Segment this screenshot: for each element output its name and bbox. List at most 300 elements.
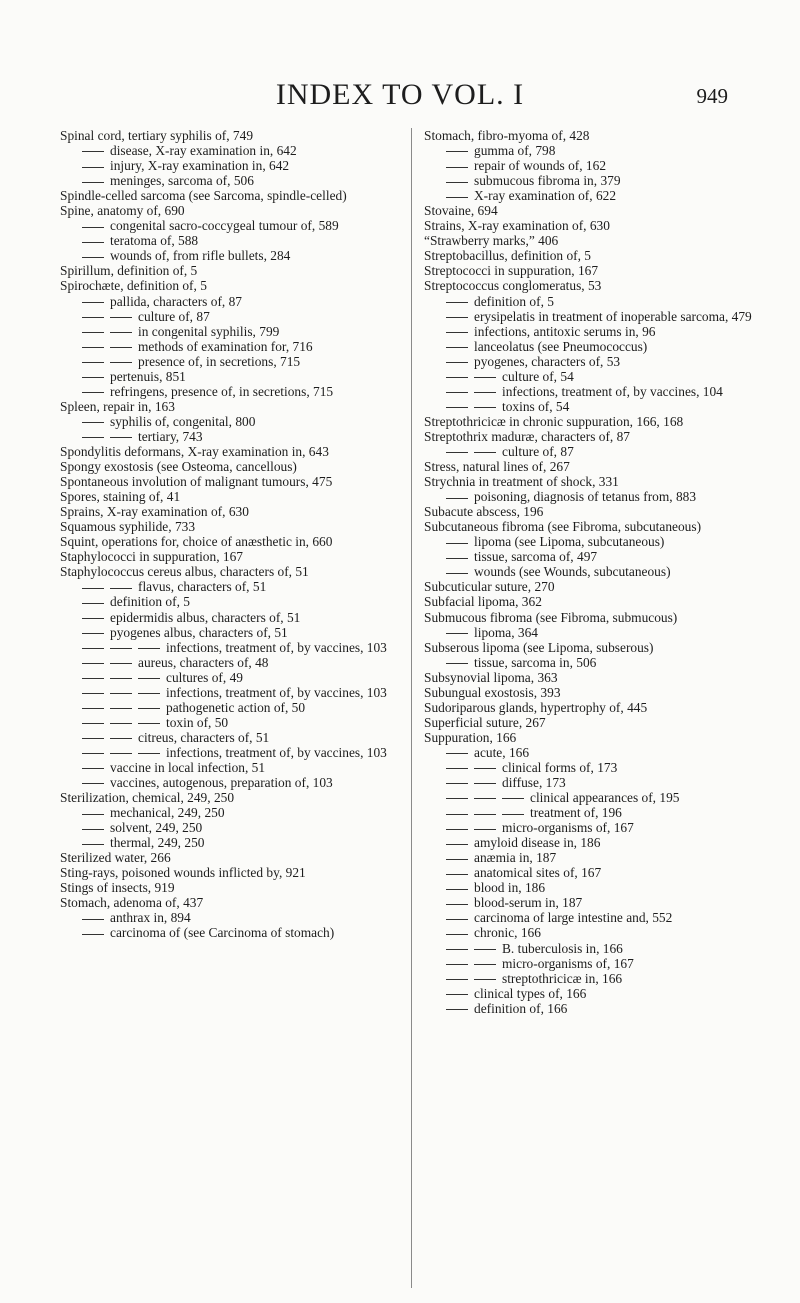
index-entry — [424, 625, 756, 640]
ditto-dash — [446, 151, 468, 152]
ditto-dash — [82, 603, 104, 604]
ditto-dash — [446, 783, 468, 784]
index-entry-text: Sprains, X-ray examination of, 630 — [60, 504, 249, 520]
index-entry-text: teratoma of, 588 — [110, 233, 199, 249]
index-entry-text: Streptococcus conglomeratus, 53 — [424, 278, 602, 294]
index-entry-text: tissue, sarcoma of, 497 — [474, 549, 598, 565]
index-entry-text: Spirillum, definition of, 5 — [60, 263, 198, 279]
ditto-dash — [82, 648, 104, 649]
ditto-dash — [446, 964, 468, 965]
index-entry — [424, 910, 756, 925]
index-entry-text: solvent, 249, 250 — [110, 820, 203, 836]
index-entry — [60, 625, 390, 640]
index-entry-text: erysipelatis in treatment of inoperable sarcoma, 479 — [474, 308, 752, 324]
index-entry-text: culture of, 87 — [502, 443, 574, 459]
index-entry-text: lipoma, 364 — [474, 624, 538, 640]
index-entry-text: Subfacial lipoma, 362 — [424, 594, 542, 610]
index-entry-text: thermal, 249, 250 — [110, 835, 205, 851]
index-entry — [424, 474, 756, 489]
index-entry-text: “Strawberry marks,” 406 — [424, 233, 559, 249]
index-column-right — [424, 128, 756, 1016]
page-title: INDEX TO VOL. I — [275, 78, 525, 111]
ditto-dash — [138, 648, 160, 649]
index-entry — [424, 534, 756, 549]
ditto-dash — [474, 949, 496, 950]
index-entry — [60, 158, 390, 173]
index-entry — [424, 429, 756, 444]
index-entry-text: Strains, X-ray examination of, 630 — [424, 218, 610, 234]
index-entry — [424, 188, 756, 203]
index-entry-text: anatomical sites of, 167 — [474, 865, 602, 881]
index-entry-text: meninges, sarcoma of, 506 — [110, 173, 254, 189]
index-entry-text: Streptothricicæ in chronic suppuration, 166, 168 — [424, 413, 684, 429]
index-entry — [424, 324, 756, 339]
index-entry — [424, 128, 756, 143]
index-entry — [424, 745, 756, 760]
ditto-dash — [82, 844, 104, 845]
index-entry-text: mechanical, 249, 250 — [110, 805, 225, 821]
ditto-dash — [110, 708, 132, 709]
index-entry-text: tissue, sarcoma in, 506 — [474, 654, 597, 670]
ditto-dash — [138, 693, 160, 694]
index-entry-text: Stings of insects, 919 — [60, 880, 175, 896]
index-entry-text: Spongy exostosis (see Osteoma, cancellous) — [60, 459, 297, 475]
ditto-dash — [110, 317, 132, 318]
ditto-dash — [446, 543, 468, 544]
index-entry — [424, 925, 756, 940]
ditto-dash — [446, 392, 468, 393]
index-entry-text: presence of, in secretions, 715 — [138, 353, 301, 369]
ditto-dash — [110, 588, 132, 589]
index-entry-text: wounds of, from rifle bullets, 284 — [110, 248, 291, 264]
ditto-dash — [446, 558, 468, 559]
index-entry — [60, 640, 390, 655]
index-entry — [60, 730, 390, 745]
index-entry — [424, 549, 756, 564]
index-entry-text: Squint, operations for, choice of anæsthetic in, 660 — [60, 534, 333, 550]
index-entry — [60, 339, 390, 354]
ditto-dash — [474, 829, 496, 830]
ditto-dash — [82, 919, 104, 920]
index-entry — [60, 278, 390, 293]
index-entry — [424, 504, 756, 519]
ditto-dash — [474, 798, 496, 799]
index-entry — [424, 655, 756, 670]
index-entry — [60, 248, 390, 263]
ditto-dash — [474, 407, 496, 408]
ditto-dash — [82, 347, 104, 348]
index-entry — [60, 655, 390, 670]
ditto-dash — [446, 302, 468, 303]
ditto-dash — [446, 332, 468, 333]
ditto-dash — [82, 392, 104, 393]
index-entry-text: clinical types of, 166 — [474, 985, 587, 1001]
index-entry — [424, 203, 756, 218]
index-entry — [60, 865, 390, 880]
index-entry — [424, 941, 756, 956]
index-entry — [424, 158, 756, 173]
index-entry — [60, 489, 390, 504]
index-entry — [60, 790, 390, 805]
index-entry — [60, 414, 390, 429]
index-entry — [424, 594, 756, 609]
index-entry-text: Spirochæte, definition of, 5 — [60, 278, 207, 294]
index-entry — [424, 790, 756, 805]
index-entry-text: congenital sacro-coccygeal tumour of, 589 — [110, 218, 339, 234]
index-entry — [424, 700, 756, 715]
index-entry-text: infections, treatment of, by vaccines, 103 — [166, 684, 387, 700]
ditto-dash — [110, 723, 132, 724]
index-entry-text: culture of, 54 — [502, 368, 574, 384]
index-entry — [60, 233, 390, 248]
index-entry — [424, 233, 756, 248]
index-entry-text: Streptothrix maduræ, characters of, 87 — [424, 428, 631, 444]
index-entry-text: streptothricicæ in, 166 — [502, 970, 623, 986]
ditto-dash — [446, 362, 468, 363]
ditto-dash — [446, 844, 468, 845]
ditto-dash — [502, 798, 524, 799]
index-entry — [60, 399, 390, 414]
index-entry-text: clinical forms of, 173 — [502, 759, 618, 775]
index-entry — [60, 384, 390, 399]
index-entry — [60, 188, 390, 203]
index-entry — [60, 579, 390, 594]
index-entry-text: epidermidis albus, characters of, 51 — [110, 609, 301, 625]
index-entry — [60, 173, 390, 188]
ditto-dash — [446, 377, 468, 378]
index-entry — [60, 745, 390, 760]
ditto-dash — [474, 964, 496, 965]
index-entry — [60, 925, 390, 940]
index-entry-text: carcinoma of large intestine and, 552 — [474, 910, 673, 926]
index-entry — [60, 700, 390, 715]
index-entry-text: Subungual exostosis, 393 — [424, 684, 561, 700]
index-entry-text: infections, antitoxic serums in, 96 — [474, 323, 656, 339]
ditto-dash — [82, 934, 104, 935]
index-entry-text: refringens, presence of, in secretions, 715 — [110, 383, 334, 399]
index-entry-text: aureus, characters of, 48 — [138, 654, 269, 670]
index-entry — [424, 173, 756, 188]
index-entry — [60, 685, 390, 700]
index-entry — [424, 414, 756, 429]
ditto-dash — [82, 437, 104, 438]
index-entry-text: anthrax in, 894 — [110, 910, 191, 926]
index-entry — [424, 444, 756, 459]
index-entry — [60, 910, 390, 925]
index-entry-text: Subserous lipoma (see Lipoma, subserous) — [424, 639, 654, 655]
index-entry — [424, 399, 756, 414]
index-entry — [60, 459, 390, 474]
index-entry — [424, 775, 756, 790]
index-entry — [424, 248, 756, 263]
ditto-dash — [82, 693, 104, 694]
index-entry-text: pathogenetic action of, 50 — [166, 699, 306, 715]
ditto-dash — [446, 904, 468, 905]
index-entry-text: Submucous fibroma (see Fibroma, submucous) — [424, 609, 678, 625]
index-entry — [424, 278, 756, 293]
index-entry — [424, 369, 756, 384]
index-entry — [424, 579, 756, 594]
index-entry — [60, 128, 390, 143]
index-entry-text: Stomach, fibro-myoma of, 428 — [424, 128, 590, 143]
ditto-dash — [446, 919, 468, 920]
index-entry-text: Spontaneous involution of malignant tumours, 475 — [60, 474, 333, 490]
index-entry-text: culture of, 87 — [138, 308, 210, 324]
index-entry-text: Spindle-celled sarcoma (see Sarcoma, spindle-celled) — [60, 188, 347, 204]
index-entry — [60, 715, 390, 730]
index-entry — [424, 218, 756, 233]
index-entry-text: gumma of, 798 — [474, 143, 556, 159]
index-entry-text: acute, 166 — [474, 744, 530, 760]
index-entry — [60, 610, 390, 625]
page-number: 949 — [696, 84, 728, 108]
index-entry-text: Squamous syphilide, 733 — [60, 519, 196, 535]
page-header — [0, 78, 800, 118]
index-entry-text: infections, treatment of, by vaccines, 103 — [166, 744, 387, 760]
index-entry — [424, 805, 756, 820]
index-entry-text: vaccines, autogenous, preparation of, 103 — [110, 775, 333, 791]
index-entry-text: Spinal cord, tertiary syphilis of, 749 — [60, 128, 254, 143]
index-entry — [424, 564, 756, 579]
index-entry-text: syphilis of, congenital, 800 — [110, 413, 256, 429]
ditto-dash — [446, 829, 468, 830]
index-entry-text: Staphylococcus cereus albus, characters of, 51 — [60, 564, 309, 580]
index-entry-text: Spine, anatomy of, 690 — [60, 203, 185, 219]
index-entry — [60, 549, 390, 564]
index-entry — [424, 730, 756, 745]
index-entry — [60, 444, 390, 459]
index-entry-text: clinical appearances of, 195 — [530, 790, 680, 806]
index-entry-text: pallida, characters of, 87 — [110, 293, 242, 309]
ditto-dash — [446, 498, 468, 499]
ditto-dash — [446, 874, 468, 875]
index-entry-text: pertenuis, 851 — [110, 368, 186, 384]
index-entry-text: Streptococci in suppuration, 167 — [424, 263, 599, 279]
index-entry — [60, 880, 390, 895]
index-entry — [424, 880, 756, 895]
index-entry — [424, 294, 756, 309]
ditto-dash — [138, 723, 160, 724]
index-entry-text: wounds (see Wounds, subcutaneous) — [474, 564, 671, 580]
index-entry — [60, 474, 390, 489]
index-entry — [424, 489, 756, 504]
index-entry-text: Spleen, repair in, 163 — [60, 398, 175, 414]
index-entry — [424, 309, 756, 324]
ditto-dash — [110, 753, 132, 754]
ditto-dash — [110, 437, 132, 438]
ditto-dash — [82, 257, 104, 258]
index-entry — [60, 504, 390, 519]
index-entry — [424, 715, 756, 730]
ditto-dash — [446, 663, 468, 664]
index-entry — [60, 369, 390, 384]
ditto-dash — [446, 197, 468, 198]
index-entry-text: lanceolatus (see Pneumococcus) — [474, 338, 648, 354]
ditto-dash — [82, 362, 104, 363]
index-entry-text: Sterilized water, 266 — [60, 850, 171, 866]
ditto-dash — [110, 663, 132, 664]
ditto-dash — [474, 392, 496, 393]
index-entry-text: definition of, 5 — [110, 594, 190, 610]
index-entry — [424, 895, 756, 910]
index-entry-text: in congenital syphilis, 799 — [138, 323, 280, 339]
index-entry — [424, 850, 756, 865]
index-entry-text: Subacute abscess, 196 — [424, 504, 544, 520]
index-entry-text: Suppuration, 166 — [424, 729, 517, 745]
ditto-dash — [82, 768, 104, 769]
index-column-left — [60, 128, 390, 941]
ditto-dash — [82, 618, 104, 619]
index-entry — [424, 760, 756, 775]
index-entry-text: lipoma (see Lipoma, subcutaneous) — [474, 534, 665, 550]
index-entry-text: Stress, natural lines of, 267 — [424, 459, 570, 475]
index-entry-text: vaccine in local infection, 51 — [110, 759, 266, 775]
ditto-dash — [446, 317, 468, 318]
index-entry-text: infections, treatment of, by vaccines, 103 — [166, 639, 387, 655]
index-entry-text: Spores, staining of, 41 — [60, 489, 181, 505]
index-entry-text: blood in, 186 — [474, 880, 546, 896]
index-entry-text: repair of wounds of, 162 — [474, 158, 607, 174]
index-entry — [60, 805, 390, 820]
ditto-dash — [502, 814, 524, 815]
ditto-dash — [82, 663, 104, 664]
ditto-dash — [446, 814, 468, 815]
ditto-dash — [82, 814, 104, 815]
index-entry — [60, 850, 390, 865]
index-entry — [60, 294, 390, 309]
index-entry-text: micro-organisms of, 167 — [502, 955, 634, 971]
ditto-dash — [82, 708, 104, 709]
index-entry-text: treatment of, 196 — [530, 805, 622, 821]
ditto-dash — [446, 407, 468, 408]
ditto-dash — [82, 753, 104, 754]
index-entry-text: chronic, 166 — [474, 925, 541, 941]
index-entry-text: toxin of, 50 — [166, 714, 229, 730]
index-entry — [424, 339, 756, 354]
index-entry — [424, 1001, 756, 1016]
index-entry — [60, 218, 390, 233]
index-entry-text: diffuse, 173 — [502, 775, 566, 791]
index-entry-text: definition of, 166 — [474, 1000, 568, 1016]
ditto-dash — [82, 302, 104, 303]
ditto-dash — [82, 167, 104, 168]
index-entry — [424, 610, 756, 625]
ditto-dash — [82, 783, 104, 784]
index-entry-text: submucous fibroma in, 379 — [474, 173, 621, 189]
ditto-dash — [446, 452, 468, 453]
index-entry-text: pyogenes albus, characters of, 51 — [110, 624, 288, 640]
index-entry-text: micro-organisms of, 167 — [502, 820, 634, 836]
ditto-dash — [446, 633, 468, 634]
index-entry — [424, 354, 756, 369]
index-entry — [60, 775, 390, 790]
index-entry-text: infections, treatment of, by vaccines, 104 — [502, 383, 723, 399]
index-entry — [60, 354, 390, 369]
ditto-dash — [82, 633, 104, 634]
ditto-dash — [446, 167, 468, 168]
index-entry-text: tertiary, 743 — [138, 428, 203, 444]
ditto-dash — [138, 708, 160, 709]
index-entry-text: Sting-rays, poisoned wounds inflicted by, 921 — [60, 865, 306, 881]
column-divider — [411, 128, 412, 1288]
ditto-dash — [446, 859, 468, 860]
index-entry — [424, 956, 756, 971]
ditto-dash — [82, 317, 104, 318]
index-entry — [60, 534, 390, 549]
ditto-dash — [474, 783, 496, 784]
ditto-dash — [110, 347, 132, 348]
ditto-dash — [82, 588, 104, 589]
index-entry — [60, 429, 390, 444]
index-entry-text: disease, X-ray examination in, 642 — [110, 143, 297, 159]
index-entry-text: injury, X-ray examination in, 642 — [110, 158, 290, 174]
index-entry-text: definition of, 5 — [474, 293, 554, 309]
ditto-dash — [446, 934, 468, 935]
ditto-dash — [82, 422, 104, 423]
index-entry — [60, 564, 390, 579]
index-entry — [424, 971, 756, 986]
ditto-dash — [82, 332, 104, 333]
ditto-dash — [138, 753, 160, 754]
ditto-dash — [446, 889, 468, 890]
index-entry-text: blood-serum in, 187 — [474, 895, 583, 911]
index-entry — [60, 820, 390, 835]
ditto-dash — [474, 452, 496, 453]
index-entry — [424, 820, 756, 835]
ditto-dash — [474, 979, 496, 980]
index-entry-text: Spondylitis deformans, X-ray examination in, 643 — [60, 443, 329, 459]
index-entry-text: carcinoma of (see Carcinoma of stomach) — [110, 925, 335, 941]
index-entry-text: Stomach, adenoma of, 437 — [60, 895, 204, 911]
ditto-dash — [82, 723, 104, 724]
index-entry — [60, 309, 390, 324]
index-entry — [60, 263, 390, 278]
index-entry-text: pyogenes, characters of, 53 — [474, 353, 621, 369]
index-entry — [60, 670, 390, 685]
index-entry-text: Stovaine, 694 — [424, 203, 498, 219]
ditto-dash — [446, 182, 468, 183]
index-entry — [424, 835, 756, 850]
ditto-dash — [110, 332, 132, 333]
index-entry-text: Subsynovial lipoma, 363 — [424, 669, 558, 685]
index-entry — [60, 594, 390, 609]
index-entry-text: Strychnia in treatment of shock, 331 — [424, 474, 619, 490]
index-entry — [60, 143, 390, 158]
ditto-dash — [110, 693, 132, 694]
index-entry-text: Streptobacillus, definition of, 5 — [424, 248, 591, 264]
index-entry-text: Subcutaneous fibroma (see Fibroma, subcutaneous) — [424, 519, 702, 535]
ditto-dash — [446, 979, 468, 980]
ditto-dash — [446, 798, 468, 799]
index-entry-text: Staphylococci in suppuration, 167 — [60, 549, 243, 565]
index-entry — [60, 895, 390, 910]
index-entry — [60, 835, 390, 850]
ditto-dash — [474, 377, 496, 378]
index-entry — [424, 263, 756, 278]
index-entry — [424, 640, 756, 655]
index-entry-text: amyloid disease in, 186 — [474, 835, 601, 851]
index-entry-text: X-ray examination of, 622 — [474, 188, 617, 204]
index-entry — [60, 760, 390, 775]
index-entry-text: flavus, characters of, 51 — [138, 579, 267, 595]
index-entry — [60, 519, 390, 534]
index-entry-text: Sudoriparous glands, hypertrophy of, 445 — [424, 699, 648, 715]
index-entry — [60, 203, 390, 218]
ditto-dash — [82, 182, 104, 183]
index-entry — [424, 519, 756, 534]
index-entry-text: toxins of, 54 — [502, 398, 570, 414]
ditto-dash — [138, 678, 160, 679]
